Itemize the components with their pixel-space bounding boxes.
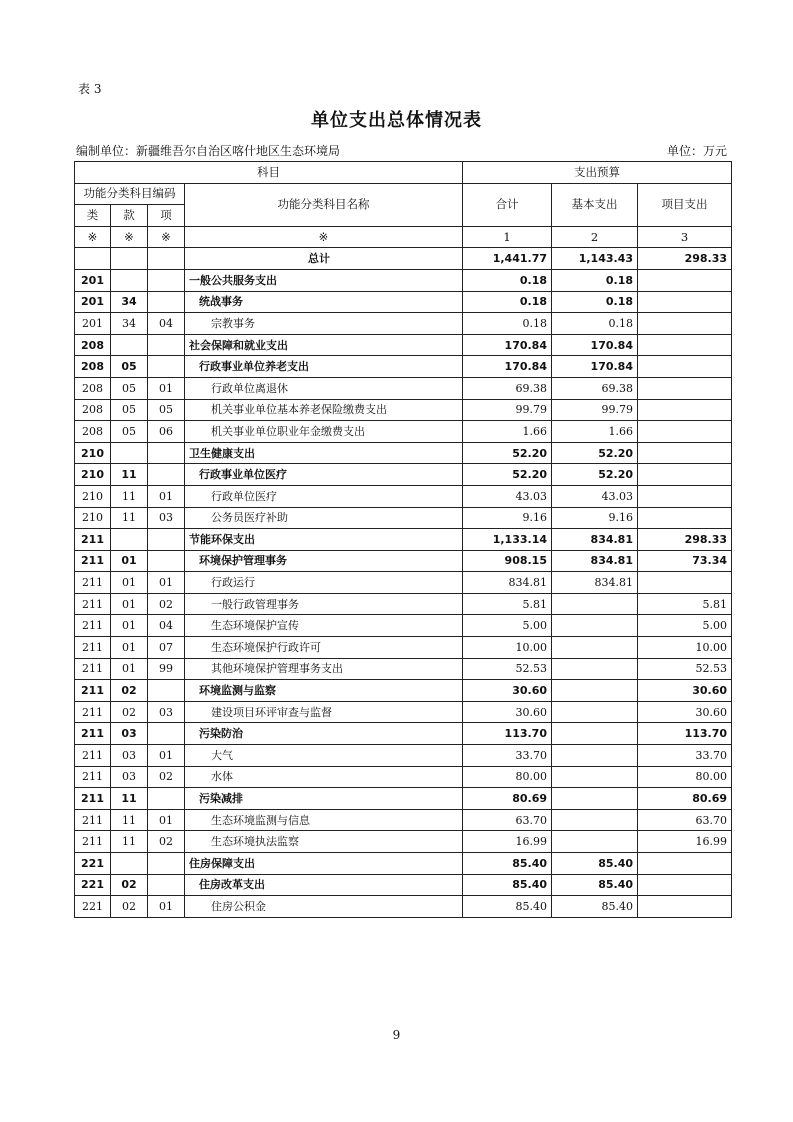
lei-code-cell: 211 [75, 723, 111, 745]
table-row [75, 766, 732, 788]
xiang-code-cell [148, 442, 185, 464]
table-row [75, 593, 732, 615]
lei-header: 类 [75, 205, 111, 227]
total-cell: 834.81 [463, 572, 552, 594]
basic-cell [552, 723, 638, 745]
table-row [75, 745, 732, 767]
kuan-code-cell: 11 [111, 831, 148, 853]
kuan-code-cell: 01 [111, 637, 148, 659]
basic-column-header: 基本支出 [552, 183, 638, 226]
total-cell: 80.69 [463, 788, 552, 810]
project-cell: 10.00 [638, 637, 732, 659]
lei-code-cell: 221 [75, 896, 111, 918]
total-cell: 908.15 [463, 550, 552, 572]
xiang-code-cell: 06 [148, 421, 185, 443]
total-cell: 63.70 [463, 809, 552, 831]
subject-name-cell: 行政事业单位医疗 [185, 464, 463, 486]
total-cell: 16.99 [463, 831, 552, 853]
table-row [75, 507, 732, 529]
kuan-code-cell: 01 [111, 572, 148, 594]
subject-name-cell: 环境监测与监察 [185, 680, 463, 702]
subject-name-cell: 统战事务 [185, 291, 463, 313]
basic-cell [552, 701, 638, 723]
lei-code-cell: 201 [75, 269, 111, 291]
subject-name-cell: 一般公共服务支出 [185, 269, 463, 291]
basic-cell: 0.18 [552, 291, 638, 313]
kuan-code-cell: 02 [111, 874, 148, 896]
subject-name-cell: 机关事业单位职业年金缴费支出 [185, 421, 463, 443]
project-cell [638, 572, 732, 594]
kuan-code-cell: 03 [111, 766, 148, 788]
name-column-header: 功能分类科目名称 [185, 183, 463, 226]
xiang-code-cell [148, 334, 185, 356]
lei-code-cell: 211 [75, 529, 111, 551]
subject-name-cell: 水体 [185, 766, 463, 788]
basic-cell: 0.18 [552, 313, 638, 335]
basic-cell: 43.03 [552, 485, 638, 507]
xiang-code-cell: 01 [148, 485, 185, 507]
mark-cell: ※ [185, 226, 463, 248]
xiang-code-cell [148, 529, 185, 551]
table-row [75, 831, 732, 853]
project-cell: 5.81 [638, 593, 732, 615]
lei-code-cell: 211 [75, 809, 111, 831]
xiang-code-cell [148, 550, 185, 572]
lei-code-cell: 208 [75, 399, 111, 421]
project-cell: 80.00 [638, 766, 732, 788]
table-row [75, 464, 732, 486]
xiang-code-cell [148, 291, 185, 313]
kuan-code-cell [111, 334, 148, 356]
kuan-code-cell: 11 [111, 485, 148, 507]
project-cell [638, 399, 732, 421]
kuan-code-cell: 11 [111, 788, 148, 810]
total-cell: 0.18 [463, 313, 552, 335]
basic-cell [552, 831, 638, 853]
project-cell: 30.60 [638, 701, 732, 723]
basic-cell: 170.84 [552, 334, 638, 356]
total-cell: 99.79 [463, 399, 552, 421]
project-column-header: 项目支出 [638, 183, 732, 226]
basic-cell: 0.18 [552, 269, 638, 291]
table-row [75, 529, 732, 551]
table-row [75, 874, 732, 896]
total-cell: 52.20 [463, 464, 552, 486]
subject-name-cell: 行政单位离退休 [185, 377, 463, 399]
xiang-code-cell: 01 [148, 572, 185, 594]
subject-name-cell: 污染减排 [185, 788, 463, 810]
lei-code-cell: 211 [75, 572, 111, 594]
basic-cell: 85.40 [552, 896, 638, 918]
subject-name-cell: 生态环境保护宣传 [185, 615, 463, 637]
xiang-code-cell: 03 [148, 701, 185, 723]
kuan-code-cell: 01 [111, 550, 148, 572]
kuan-code-cell [111, 442, 148, 464]
table-row [75, 788, 732, 810]
compiling-unit: 编制单位：新疆维吾尔自治区喀什地区生态环境局 [76, 144, 341, 158]
basic-cell [552, 809, 638, 831]
total-cell: 85.40 [463, 853, 552, 875]
basic-cell [552, 745, 638, 767]
total-cell: 5.00 [463, 615, 552, 637]
basic-cell [552, 615, 638, 637]
page-title: 单位支出总体情况表 [311, 110, 482, 131]
xiang-code-cell: 02 [148, 831, 185, 853]
xiang-code-cell: 07 [148, 637, 185, 659]
basic-cell [552, 658, 638, 680]
subject-header: 科目 [75, 162, 463, 184]
xiang-code-cell [148, 788, 185, 810]
lei-code-cell: 210 [75, 442, 111, 464]
xiang-code-cell [148, 853, 185, 875]
xiang-code-cell [148, 723, 185, 745]
header-row-2 [75, 183, 732, 205]
kuan-code-cell: 02 [111, 680, 148, 702]
table-row [75, 334, 732, 356]
basic-cell: 170.84 [552, 356, 638, 378]
empty-cell [75, 248, 111, 270]
subject-name-cell: 生态环境保护行政许可 [185, 637, 463, 659]
total-cell: 1,133.14 [463, 529, 552, 551]
kuan-code-cell: 01 [111, 658, 148, 680]
project-cell [638, 356, 732, 378]
project-cell [638, 334, 732, 356]
kuan-code-cell: 02 [111, 701, 148, 723]
project-cell: 16.99 [638, 831, 732, 853]
kuan-code-cell: 05 [111, 377, 148, 399]
kuan-code-cell: 05 [111, 356, 148, 378]
basic-cell: 834.81 [552, 529, 638, 551]
xiang-code-cell [148, 269, 185, 291]
project-cell [638, 507, 732, 529]
kuan-code-cell: 01 [111, 615, 148, 637]
lei-code-cell: 211 [75, 658, 111, 680]
table-row [75, 291, 732, 313]
subject-name-cell: 公务员医疗补助 [185, 507, 463, 529]
subject-name-cell: 住房保障支出 [185, 853, 463, 875]
total-cell: 0.18 [463, 269, 552, 291]
total-row [75, 248, 732, 270]
kuan-code-cell: 05 [111, 421, 148, 443]
total-cell: 1.66 [463, 421, 552, 443]
total-label: 总计 [185, 248, 463, 270]
lei-code-cell: 211 [75, 680, 111, 702]
total-cell: 113.70 [463, 723, 552, 745]
lei-code-cell: 201 [75, 291, 111, 313]
lei-code-cell: 211 [75, 745, 111, 767]
table-row [75, 809, 732, 831]
table-row [75, 550, 732, 572]
subject-name-cell: 一般行政管理事务 [185, 593, 463, 615]
xiang-code-cell: 01 [148, 896, 185, 918]
kuan-code-cell: 11 [111, 809, 148, 831]
project-cell [638, 377, 732, 399]
lei-code-cell: 210 [75, 464, 111, 486]
total-project: 298.33 [638, 248, 732, 270]
basic-cell [552, 593, 638, 615]
lei-code-cell: 211 [75, 615, 111, 637]
xiang-code-cell: 03 [148, 507, 185, 529]
basic-cell: 69.38 [552, 377, 638, 399]
xiang-code-cell: 99 [148, 658, 185, 680]
xiang-code-cell [148, 464, 185, 486]
total-sum: 1,441.77 [463, 248, 552, 270]
mark-cell: ※ [111, 226, 148, 248]
basic-cell: 9.16 [552, 507, 638, 529]
lei-code-cell: 208 [75, 377, 111, 399]
expenditure-table [74, 161, 732, 918]
table-number: 表 3 [78, 82, 102, 96]
subject-name-cell: 社会保障和就业支出 [185, 334, 463, 356]
xiang-code-cell [148, 874, 185, 896]
subject-name-cell: 住房改革支出 [185, 874, 463, 896]
xiang-code-cell [148, 356, 185, 378]
project-cell [638, 464, 732, 486]
project-cell: 73.34 [638, 550, 732, 572]
budget-header: 支出预算 [463, 162, 732, 184]
lei-code-cell: 201 [75, 313, 111, 335]
basic-cell [552, 766, 638, 788]
subject-name-cell: 环境保护管理事务 [185, 550, 463, 572]
subject-name-cell: 行政运行 [185, 572, 463, 594]
table-row [75, 701, 732, 723]
lei-code-cell: 211 [75, 831, 111, 853]
project-cell [638, 874, 732, 896]
xiang-code-cell: 01 [148, 745, 185, 767]
table-row [75, 377, 732, 399]
mark-cell: ※ [75, 226, 111, 248]
project-cell [638, 291, 732, 313]
kuan-code-cell: 11 [111, 464, 148, 486]
subject-name-cell: 污染防治 [185, 723, 463, 745]
total-cell: 69.38 [463, 377, 552, 399]
lei-code-cell: 208 [75, 356, 111, 378]
kuan-code-cell: 11 [111, 507, 148, 529]
lei-code-cell: 221 [75, 853, 111, 875]
total-cell: 0.18 [463, 291, 552, 313]
page-number: 9 [392, 1028, 401, 1042]
lei-code-cell: 210 [75, 507, 111, 529]
project-cell [638, 853, 732, 875]
index-cell: 1 [463, 226, 552, 248]
table-row [75, 399, 732, 421]
table-row [75, 313, 732, 335]
subject-name-cell: 生态环境执法监察 [185, 831, 463, 853]
total-cell: 33.70 [463, 745, 552, 767]
project-cell [638, 442, 732, 464]
table-row [75, 896, 732, 918]
xiang-code-cell: 01 [148, 377, 185, 399]
table-row [75, 615, 732, 637]
basic-cell: 1.66 [552, 421, 638, 443]
kuan-code-cell: 03 [111, 723, 148, 745]
lei-code-cell: 211 [75, 550, 111, 572]
basic-cell: 99.79 [552, 399, 638, 421]
project-cell: 80.69 [638, 788, 732, 810]
total-cell: 9.16 [463, 507, 552, 529]
code-group-header: 功能分类科目编码 [75, 183, 185, 205]
total-cell: 80.00 [463, 766, 552, 788]
empty-cell [148, 248, 185, 270]
basic-cell [552, 680, 638, 702]
lei-code-cell: 210 [75, 485, 111, 507]
basic-cell: 834.81 [552, 550, 638, 572]
subject-name-cell: 建设项目环评审查与监督 [185, 701, 463, 723]
subject-name-cell: 行政事业单位养老支出 [185, 356, 463, 378]
project-cell [638, 896, 732, 918]
lei-code-cell: 211 [75, 593, 111, 615]
currency-unit: 单位：万元 [666, 144, 727, 158]
table-row [75, 421, 732, 443]
basic-cell: 52.20 [552, 442, 638, 464]
project-cell: 52.53 [638, 658, 732, 680]
subject-name-cell: 机关事业单位基本养老保险缴费支出 [185, 399, 463, 421]
basic-cell: 834.81 [552, 572, 638, 594]
lei-code-cell: 211 [75, 637, 111, 659]
total-cell: 170.84 [463, 356, 552, 378]
xiang-code-cell: 04 [148, 313, 185, 335]
total-cell: 170.84 [463, 334, 552, 356]
total-cell: 85.40 [463, 896, 552, 918]
subject-name-cell: 其他环境保护管理事务支出 [185, 658, 463, 680]
lei-code-cell: 211 [75, 701, 111, 723]
basic-cell [552, 788, 638, 810]
project-cell [638, 269, 732, 291]
lei-code-cell: 208 [75, 334, 111, 356]
table-row [75, 442, 732, 464]
project-cell [638, 313, 732, 335]
lei-code-cell: 211 [75, 788, 111, 810]
total-cell: 52.53 [463, 658, 552, 680]
total-cell: 85.40 [463, 874, 552, 896]
index-cell: 2 [552, 226, 638, 248]
subject-name-cell: 节能环保支出 [185, 529, 463, 551]
subject-name-cell: 大气 [185, 745, 463, 767]
basic-cell: 85.40 [552, 853, 638, 875]
basic-cell [552, 637, 638, 659]
lei-code-cell: 221 [75, 874, 111, 896]
header-row-1 [75, 162, 732, 184]
project-cell [638, 421, 732, 443]
table-row [75, 723, 732, 745]
subject-name-cell: 卫生健康支出 [185, 442, 463, 464]
subject-name-cell: 生态环境监测与信息 [185, 809, 463, 831]
xiang-code-cell [148, 680, 185, 702]
kuan-header: 款 [111, 205, 148, 227]
kuan-code-cell [111, 269, 148, 291]
total-cell: 52.20 [463, 442, 552, 464]
table-row [75, 572, 732, 594]
basic-cell: 52.20 [552, 464, 638, 486]
table-row [75, 680, 732, 702]
header-index-row [75, 226, 732, 248]
kuan-code-cell: 02 [111, 896, 148, 918]
project-cell [638, 485, 732, 507]
table-row [75, 637, 732, 659]
kuan-code-cell: 34 [111, 291, 148, 313]
kuan-code-cell: 05 [111, 399, 148, 421]
project-cell: 33.70 [638, 745, 732, 767]
table-row [75, 853, 732, 875]
table-row [75, 485, 732, 507]
index-cell: 3 [638, 226, 732, 248]
total-cell: 30.60 [463, 701, 552, 723]
table-row [75, 658, 732, 680]
table-row [75, 356, 732, 378]
total-basic: 1,143.43 [552, 248, 638, 270]
kuan-code-cell [111, 529, 148, 551]
empty-cell [111, 248, 148, 270]
xiang-code-cell: 02 [148, 593, 185, 615]
project-cell: 5.00 [638, 615, 732, 637]
xiang-code-cell: 02 [148, 766, 185, 788]
mark-cell: ※ [148, 226, 185, 248]
xiang-header: 项 [148, 205, 185, 227]
project-cell: 30.60 [638, 680, 732, 702]
total-cell: 5.81 [463, 593, 552, 615]
total-cell: 30.60 [463, 680, 552, 702]
total-column-header: 合计 [463, 183, 552, 226]
table-row [75, 269, 732, 291]
xiang-code-cell: 05 [148, 399, 185, 421]
project-cell: 113.70 [638, 723, 732, 745]
lei-code-cell: 211 [75, 766, 111, 788]
project-cell: 63.70 [638, 809, 732, 831]
kuan-code-cell [111, 853, 148, 875]
total-cell: 43.03 [463, 485, 552, 507]
xiang-code-cell: 01 [148, 809, 185, 831]
lei-code-cell: 208 [75, 421, 111, 443]
kuan-code-cell: 34 [111, 313, 148, 335]
basic-cell: 85.40 [552, 874, 638, 896]
kuan-code-cell: 03 [111, 745, 148, 767]
total-cell: 10.00 [463, 637, 552, 659]
project-cell: 298.33 [638, 529, 732, 551]
kuan-code-cell: 01 [111, 593, 148, 615]
subject-name-cell: 宗教事务 [185, 313, 463, 335]
subject-name-cell: 行政单位医疗 [185, 485, 463, 507]
subject-name-cell: 住房公积金 [185, 896, 463, 918]
xiang-code-cell: 04 [148, 615, 185, 637]
